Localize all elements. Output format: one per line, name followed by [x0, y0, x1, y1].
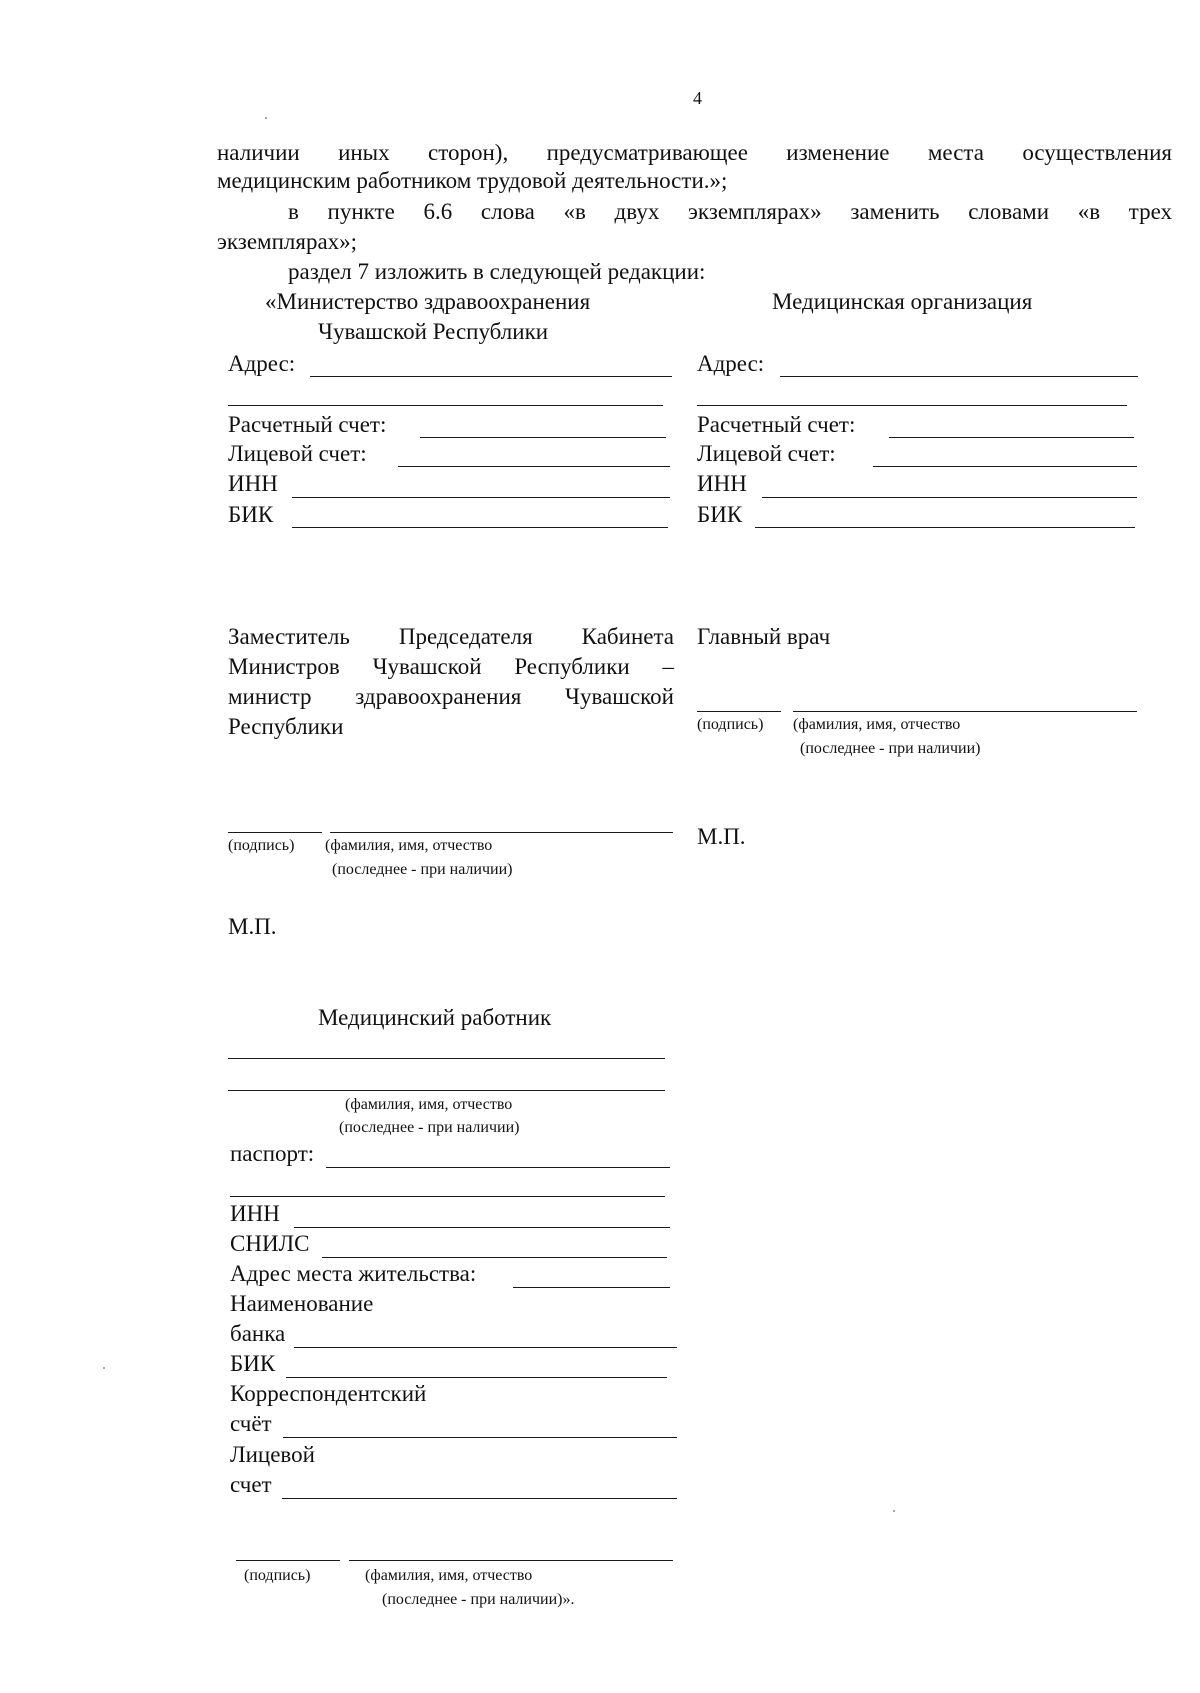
worker-personal-line [282, 1498, 677, 1499]
left-address-label: Адрес: [228, 351, 296, 376]
worker-corr-account-1: Корреспондентский [230, 1381, 427, 1406]
left-party-title-1: «Министерство здравоохранения [265, 289, 591, 314]
worker-corr-line [283, 1437, 677, 1438]
worker-bank-line [294, 1347, 677, 1348]
right-signer: Главный врач [697, 624, 831, 649]
worker-bik-line [286, 1377, 667, 1378]
page-number: 4 [693, 88, 702, 108]
right-name-caption-1: (фамилия, имя, отчество [793, 716, 961, 733]
worker-name-line-1 [228, 1058, 665, 1059]
intro-line-2: медицинским работником трудовой деятельности.»; [217, 168, 728, 193]
left-stamp: М.П. [228, 914, 277, 939]
left-name-caption-1: (фамилия, имя, отчество [325, 837, 493, 854]
left-address-line-2 [228, 405, 663, 406]
left-signer-line-2: Министров Чувашской Республики – [228, 654, 674, 679]
left-bik-line [292, 527, 668, 528]
worker-passport-label: паспорт: [230, 1141, 315, 1166]
right-party-title: Медицинская организация [772, 289, 1033, 314]
right-settlement-line [889, 437, 1134, 438]
intro-line-5: раздел 7 изложить в следующей редакции: [288, 259, 706, 284]
right-bik-line [755, 527, 1135, 528]
worker-name-caption-4: (последнее - при наличии)». [382, 1591, 575, 1608]
left-name-caption-2: (последнее - при наличии) [332, 861, 513, 878]
left-party-title-2: Чувашской Республики [318, 319, 549, 344]
left-sig-caption: (подпись) [228, 837, 295, 854]
worker-sig-line [236, 1560, 340, 1561]
right-address-line-2 [697, 405, 1127, 406]
worker-fullname-line [349, 1560, 673, 1561]
left-name-line [330, 832, 673, 833]
intro-line-1: наличии иных сторон), предусматривающее изменение места осуществления [217, 140, 1172, 165]
scan-speck [103, 1367, 105, 1369]
worker-name-caption-3: (фамилия, имя, отчество [365, 1567, 533, 1584]
intro-line-3: в пункте 6.6 слова «в двух экземплярах» заменить словами «в трех [288, 199, 1172, 224]
worker-inn-label: ИНН [230, 1201, 280, 1226]
scan-speck [893, 1510, 895, 1512]
worker-snils-label: СНИЛС [230, 1231, 310, 1256]
right-sig-line [697, 711, 781, 712]
right-address-line [780, 376, 1138, 377]
right-sig-caption: (подпись) [697, 716, 764, 733]
left-inn-line [292, 497, 670, 498]
worker-passport-line [326, 1167, 670, 1168]
right-inn-label: ИНН [697, 471, 747, 496]
worker-name-line-2 [228, 1090, 665, 1091]
scan-speck [265, 117, 267, 119]
worker-bank-name-2: банка [230, 1321, 286, 1346]
right-stamp: М.П. [697, 824, 746, 849]
right-personal-label: Лицевой счет: [697, 441, 836, 466]
worker-passport-line-2 [230, 1196, 665, 1197]
worker-residence-label: Адрес места жительства: [230, 1261, 477, 1286]
right-address-label: Адрес: [697, 351, 765, 376]
right-settlement-label: Расчетный счет: [697, 412, 856, 437]
right-personal-line [873, 466, 1137, 467]
left-address-line [310, 376, 672, 377]
right-bik-label: БИК [697, 502, 743, 527]
worker-name-caption-2: (последнее - при наличии) [339, 1119, 520, 1136]
left-personal-label: Лицевой счет: [228, 441, 367, 466]
right-name-line [793, 711, 1137, 712]
worker-bik-label: БИК [230, 1351, 276, 1376]
worker-personal-account-2: счет [230, 1472, 272, 1497]
left-settlement-line [420, 437, 666, 438]
worker-corr-account-2: счёт [230, 1411, 272, 1436]
right-inn-line [762, 497, 1137, 498]
worker-snils-line [322, 1257, 667, 1258]
worker-sig-caption: (подпись) [244, 1567, 311, 1584]
left-signer-line-3: министр здравоохранения Чувашской [228, 684, 674, 709]
intro-line-4: экземплярах»; [217, 229, 358, 254]
right-name-caption-2: (последнее - при наличии) [800, 740, 981, 757]
left-bik-label: БИК [228, 502, 274, 527]
worker-title: Медицинский работник [318, 1005, 552, 1030]
worker-personal-account-1: Лицевой [230, 1442, 315, 1467]
worker-name-caption-1: (фамилия, имя, отчество [345, 1096, 513, 1113]
worker-residence-line [513, 1287, 670, 1288]
worker-bank-name-1: Наименование [230, 1291, 374, 1316]
worker-inn-line [294, 1227, 670, 1228]
left-personal-line [398, 466, 670, 467]
left-sig-line [228, 832, 322, 833]
left-inn-label: ИНН [228, 471, 278, 496]
left-settlement-label: Расчетный счет: [228, 412, 387, 437]
left-signer-line-1: Заместитель Председателя Кабинета [228, 624, 674, 649]
left-signer-line-4: Республики [228, 714, 344, 739]
